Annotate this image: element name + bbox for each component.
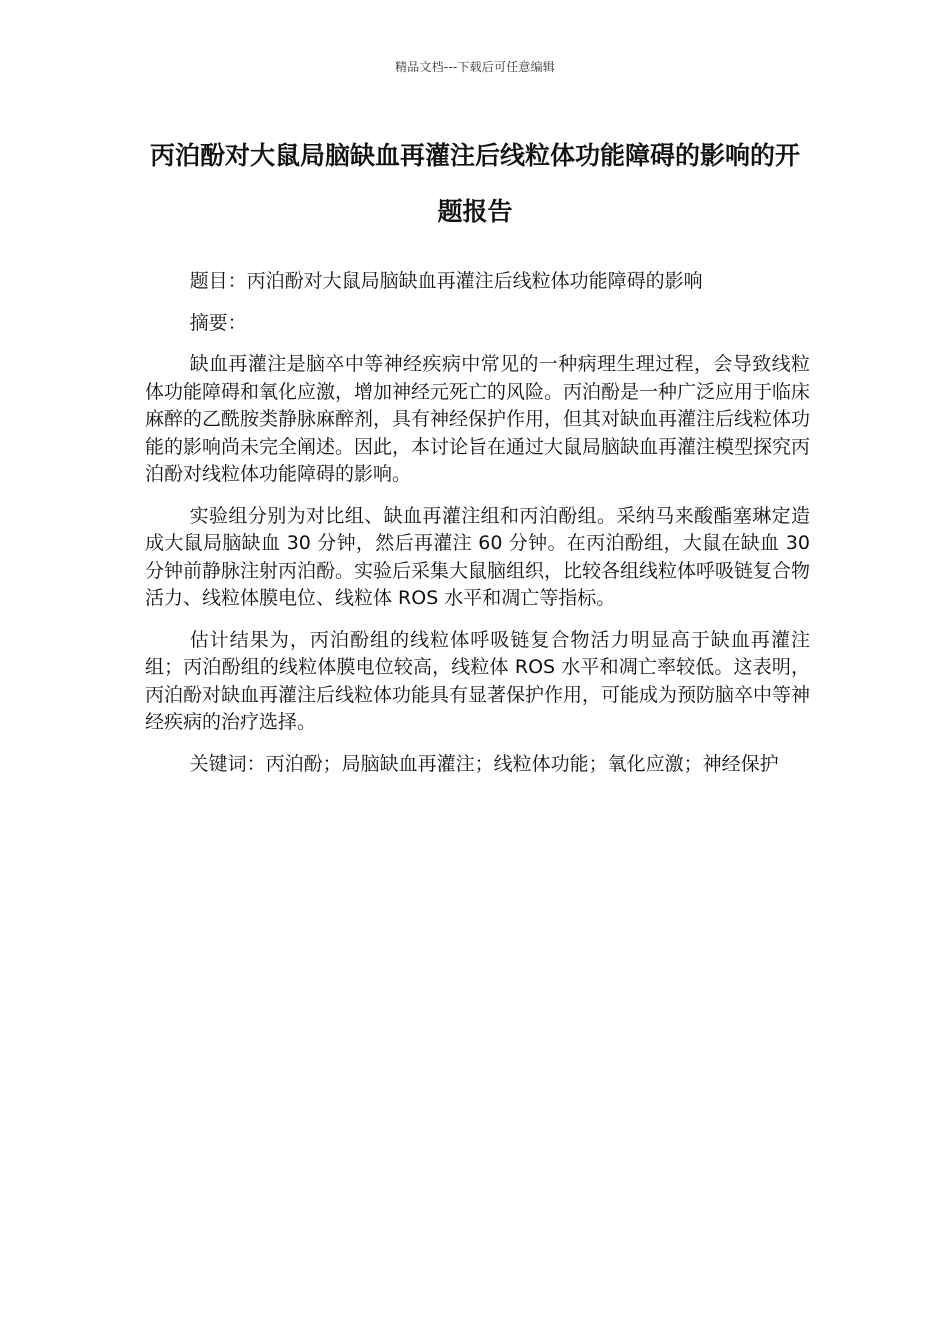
paragraph-methods: 实验组分别为对比组、缺血再灌注组和丙泊酚组。采纳马来酸酯塞琳定造成大鼠局脑缺血 30 分钟，然后再灌注 60 分钟。在丙泊酚组，大鼠在缺血 30 分钟前静脉注射丙泊酚。实验后采集大鼠脑组织，比较各组线粒体呼吸链复合物活力、线粒体膜电位、线粒体 ROS 水平和凋亡等指标。	[145, 504, 811, 609]
abstract-label: 摘要：	[189, 311, 247, 334]
subject-line: 题目：丙泊酚对大鼠局脑缺血再灌注后线粒体功能障碍的影响	[189, 270, 703, 292]
document-title: 丙泊酚对大鼠局脑缺血再灌注后线粒体功能障碍的影响的开题报告	[149, 141, 800, 226]
paragraph-results: 估计结果为，丙泊酚组的线粒体呼吸链复合物活力明显高于缺血再灌注组；丙泊酚组的线粒体膜电位较高，线粒体 ROS 水平和凋亡率较低。这表明，丙泊酚对缺血再灌注后线粒体功能具有显著保护作用，可能成为预防脑卒中等神经疾病的治疗选择。	[145, 628, 811, 733]
keywords-line: 关键词：丙泊酚；局脑缺血再灌注；线粒体功能；氧化应激；神经保护	[189, 752, 779, 775]
page-header: 精品文档---下载后可任意编辑	[395, 60, 555, 74]
paragraph-background: 缺血再灌注是脑卒中等神经疾病中常见的一种病理生理过程，会导致线粒体功能障碍和氧化应激，增加神经元死亡的风险。丙泊酚是一种广泛应用于临床麻醉的乙酰胺类静脉麻醉剂，具有神经保护作用，但其对缺血再灌注后线粒体功能的影响尚未完全阐述。因此，本讨论旨在通过大鼠局脑缺血再灌注模型探究丙泊酚对线粒体功能障碍的影响。	[145, 353, 811, 485]
document-body	[145, 268, 810, 792]
